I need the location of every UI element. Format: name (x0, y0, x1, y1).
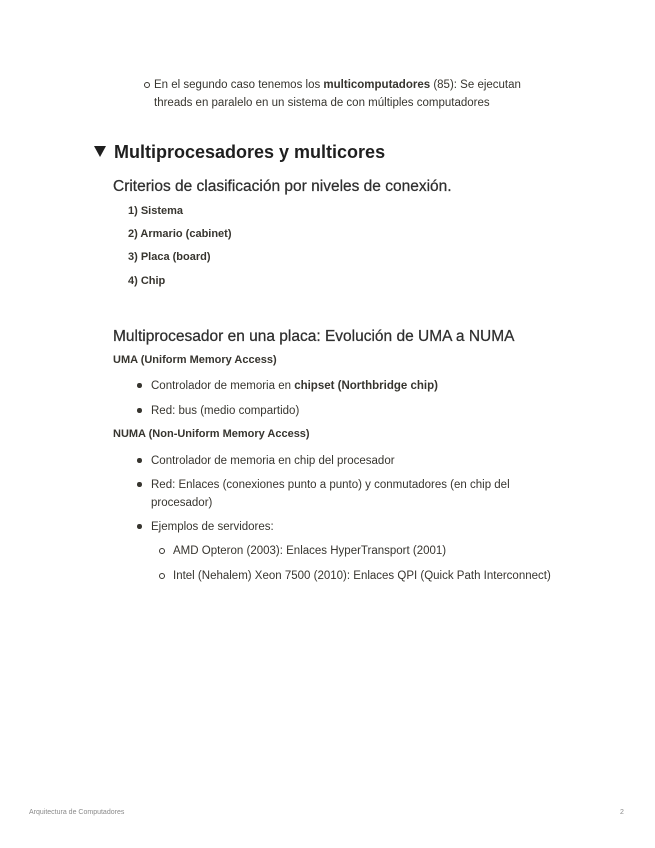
bullet-text-prefix: En el segundo caso tenemos los (154, 79, 324, 91)
bullet-dot-icon (137, 458, 142, 463)
bullet-text-suffix: (85): Se ejecutan (430, 79, 521, 91)
uma-item-red: Red: bus (medio compartido) (151, 405, 300, 417)
numa-item-red (151, 476, 601, 512)
bullet-circle-icon (144, 82, 150, 88)
criterios-heading: Criterios de clasificación por niveles de conexión. (113, 178, 452, 195)
criterio-item-chip: 4) Chip (128, 275, 166, 287)
criterio-item-armario: 2) Armario (cabinet) (128, 228, 232, 240)
uma-title: UMA (Uniform Memory Access) (113, 354, 277, 366)
footer-page-number: 2 (620, 809, 624, 816)
bullet-circle-icon (159, 573, 165, 579)
numa-item-ejemplos: Ejemplos de servidores: (151, 521, 274, 533)
numa-title: NUMA (Non-Uniform Memory Access) (113, 428, 310, 440)
uma-item-controlador-bold: chipset (Northbridge chip) (294, 380, 438, 392)
toggle-arrow-icon[interactable] (94, 146, 106, 157)
footer-document-title: Arquitectura de Computadores (29, 809, 125, 816)
multicomputadores-bullet (154, 76, 594, 112)
bullet-dot-icon (137, 524, 142, 529)
bullet-circle-icon (159, 548, 165, 554)
criterio-item-sistema: 1) Sistema (128, 205, 184, 217)
bullet-dot-icon (137, 482, 142, 487)
bullet-dot-icon (137, 408, 142, 413)
placa-heading: Multiprocesador en una placa: Evolución de UMA a NUMA (113, 328, 515, 345)
bullet-text-line2: threads en paralelo en un sistema de con múltiples computadores (154, 97, 490, 109)
section-title: Multiprocesadores y multicores (114, 142, 386, 162)
criterio-item-placa: 3) Placa (board) (128, 251, 211, 263)
section-toggle-heading[interactable] (94, 142, 385, 163)
uma-item-controlador (151, 377, 601, 395)
numa-item-red-line1: Red: Enlaces (conexiones punto a punto) y conmutadores (en chip del (151, 479, 510, 491)
uma-item-controlador-prefix: Controlador de memoria en (151, 380, 295, 392)
numa-sub-intel: Intel (Nehalem) Xeon 7500 (2010): Enlaces QPI (Quick Path Interconnect) (173, 570, 551, 582)
numa-sub-amd: AMD Opteron (2003): Enlaces HyperTransport (2001) (173, 545, 447, 557)
numa-item-controlador: Controlador de memoria en chip del procesador (151, 455, 395, 467)
bullet-text-bold: multicomputadores (323, 79, 431, 91)
numa-item-red-line2: procesador) (151, 497, 213, 509)
bullet-dot-icon (137, 383, 142, 388)
